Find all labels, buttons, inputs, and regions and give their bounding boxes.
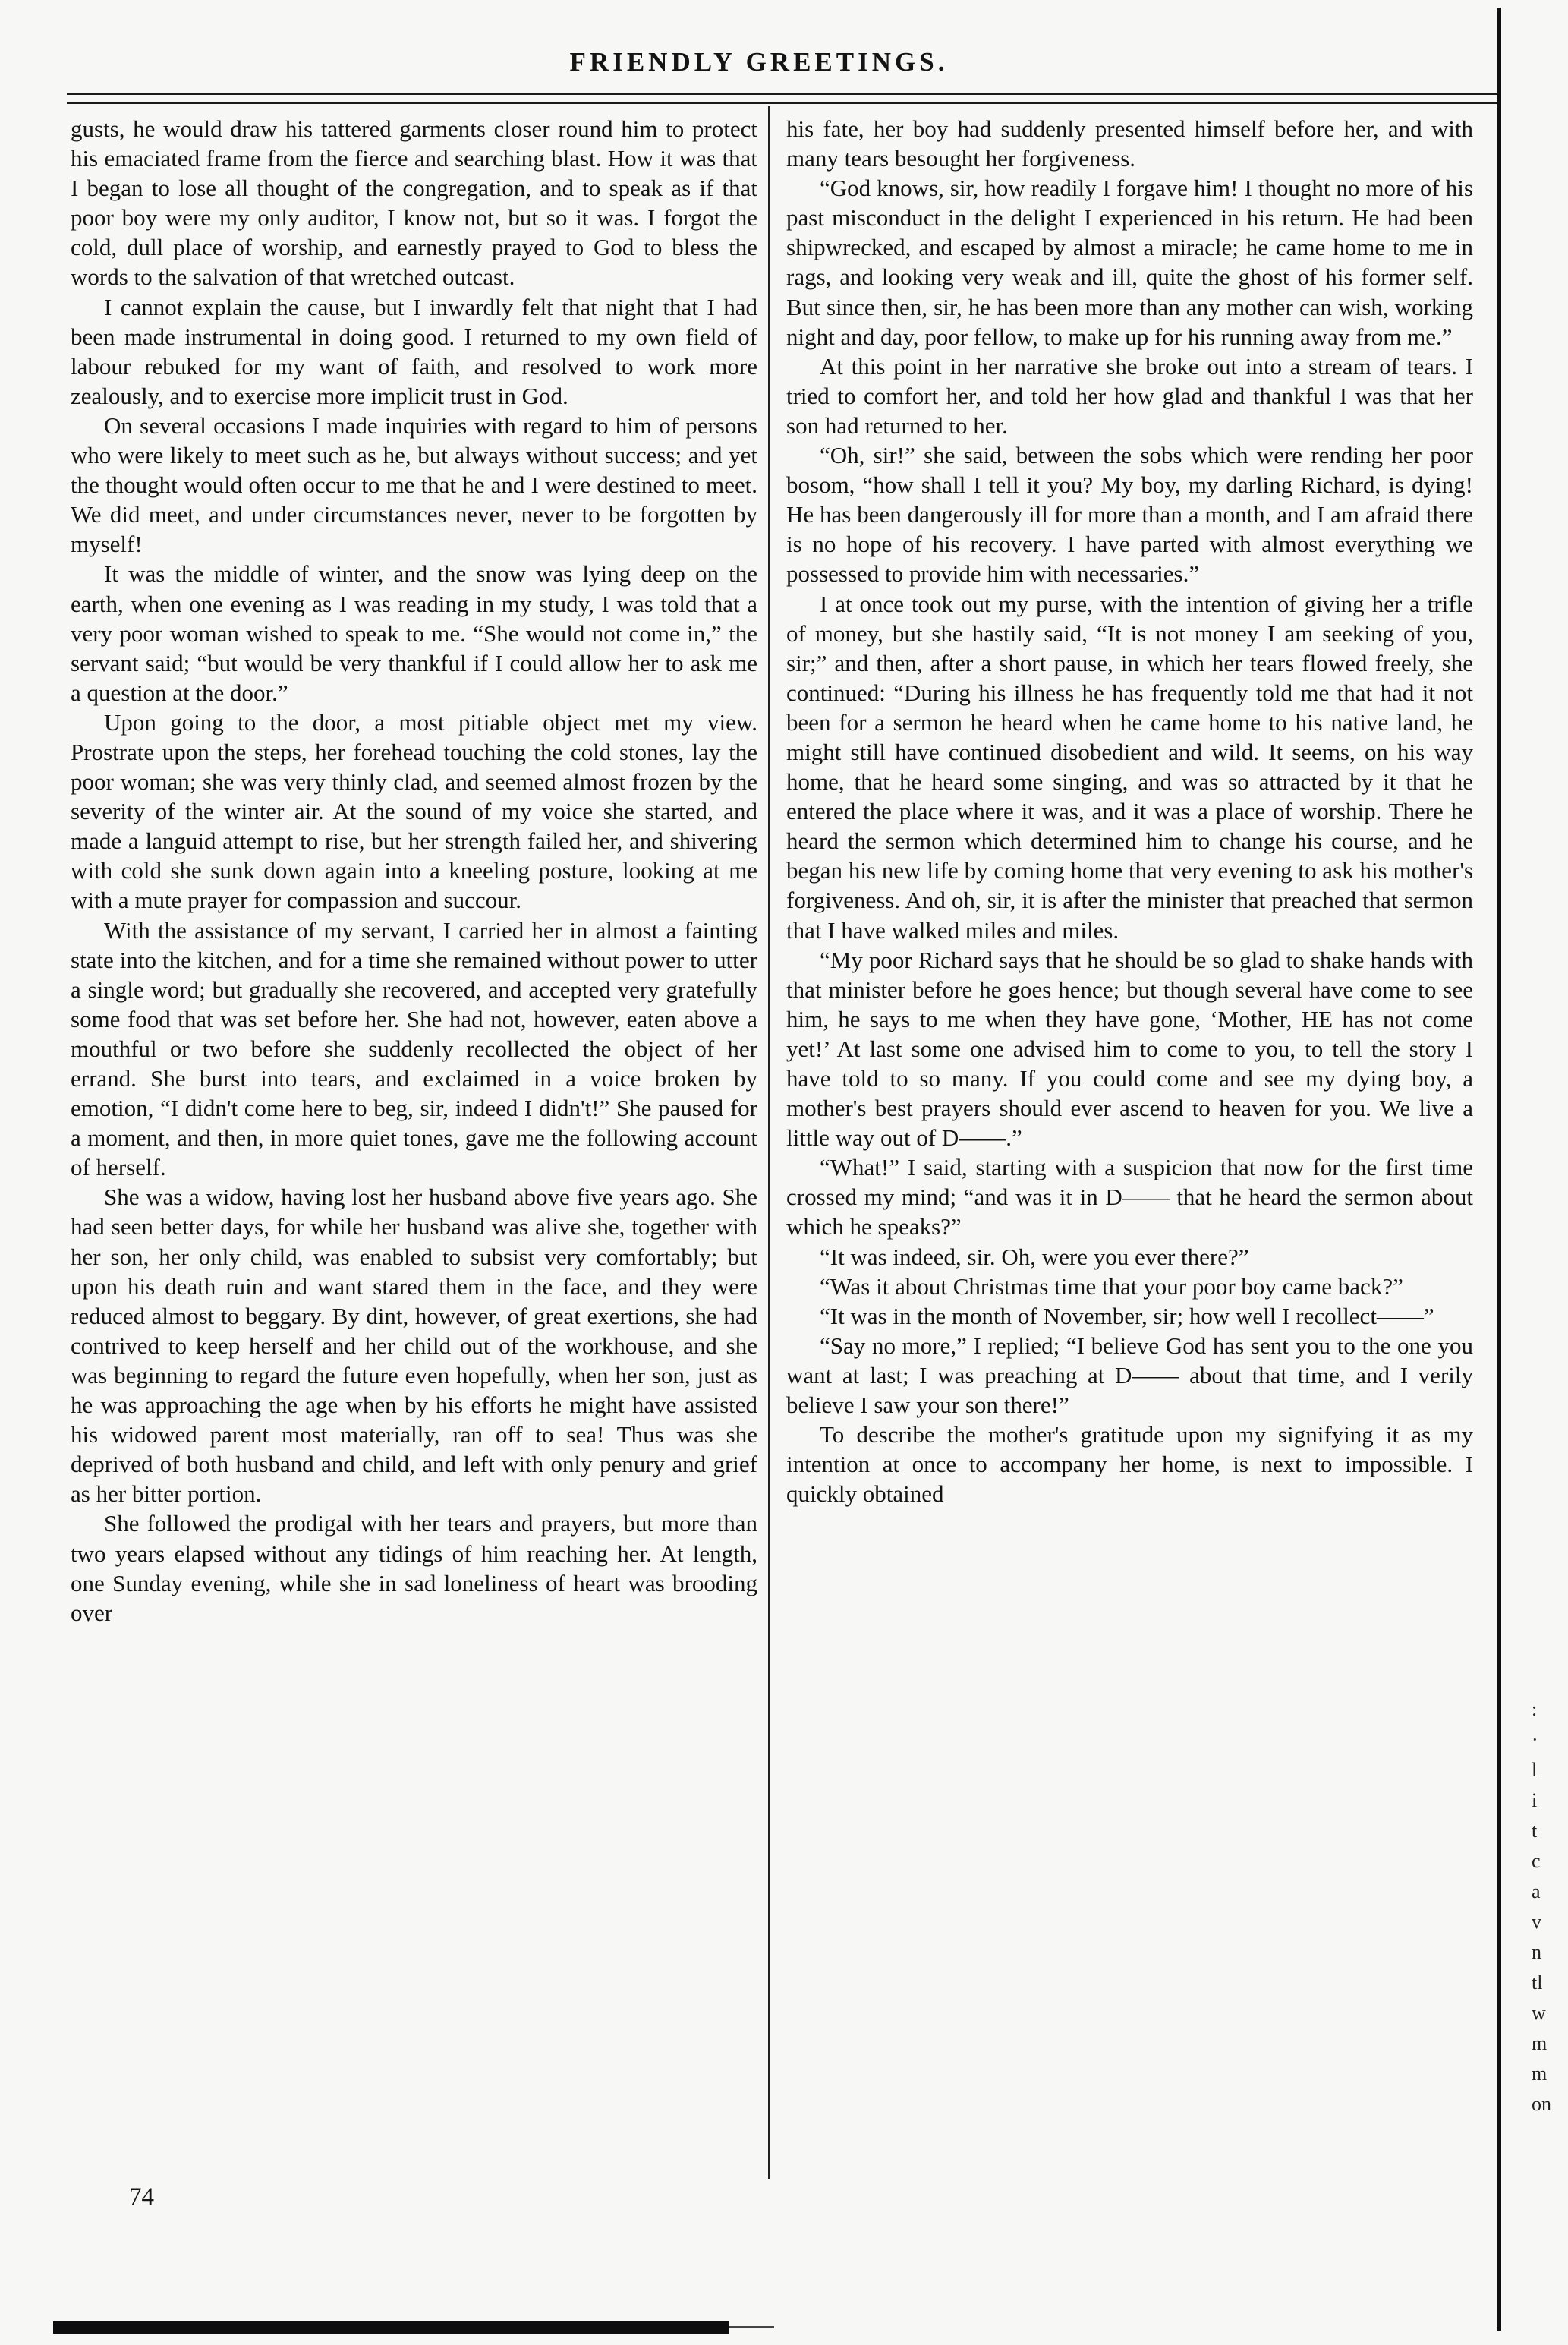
bottom-border-bar <box>53 2321 729 2334</box>
paragraph: It was the middle of winter, and the snow was lying deep on the earth, when one evening as I was reading in my study, I was told that a very poor woman wished to speak to me. “She would not come in,” the servant said; “but would be very thankful if I could allow her to ask me a question at the door.” <box>71 560 757 706</box>
running-header: FRIENDLY GREETINGS. <box>569 47 949 77</box>
right-column <box>786 114 1473 2179</box>
edge-glyph: m <box>1532 2032 1548 2054</box>
paragraph: “It was in the month of November, sir; how well I recollect——” <box>820 1302 1434 1329</box>
paragraph: “My poor Richard says that he should be so glad to shake hands with that minister before he goes hence; but though several have come to see him, he says to me when they have gone, ‘Mother, HE has not come yet!’ At last some one advised him to come to you, to tell the story I have told to so many. If you could come and see my dying boy, a mother's best prayers should ever ascend to heaven for you. We live a little way out of D——.” <box>786 946 1473 1152</box>
edge-glyph: · <box>1532 1729 1538 1751</box>
paragraph: his fate, her boy had suddenly presented himself before her, and with many tears besought her forgiveness. <box>786 115 1473 172</box>
paragraph: On several occasions I made inquiries with regard to him of persons who were likely to meet such as he, but always without success; and yet the thought would often occur to me that he and I were destined to meet. We did meet, and under circumstances never, never to be forgotten by myself! <box>71 411 757 558</box>
adjacent-page-fragment <box>1532 1694 1568 2120</box>
edge-glyph: l <box>1532 1759 1538 1781</box>
bottom-border-tail <box>729 2326 774 2328</box>
paragraph: I at once took out my purse, with the intention of giving her a trifle of money, but she hastily said, “It is not money I am seeking of you, sir;” and then, after a short pause, in which her tears flowed freely, she continued: “During his illness he has frequently told me that had it not been for a sermon he heard when he came home to his native land, he might still have continued disobedient and wild. It seems, on his way home, that he heard some singing, and was so attracted by it that he entered the place where it was, and it was a place of worship. There he heard the sermon which determined him to change his course, and he began his new life by coming home that very evening to ask his mother's forgiveness. And oh, sir, it is after the minister that preached that sermon that I have walked miles and miles. <box>786 590 1473 944</box>
edge-glyph: : <box>1532 1698 1538 1720</box>
column-divider <box>768 106 770 2179</box>
paragraph: To describe the mother's gratitude upon my signifying it as my intention at once to accompany her home, is next to impossible. I quickly obtained <box>786 1421 1473 1508</box>
paragraph: gusts, he would draw his tattered garments closer round him to protect his emaciated frame from the fierce and searching blast. How it was that I began to lose all thought of the congregation, and to speak as if that poor boy were my only auditor, I know not, but so it was. I forgot the cold, dull place of worship, and earnestly prayed to God to bless the words to the salvation of that wretched outcast. <box>71 115 757 291</box>
page-number: 74 <box>129 2183 154 2211</box>
edge-glyph: n <box>1532 1941 1541 1963</box>
paragraph: She followed the prodigal with her tears and prayers, but more than two years elapsed without any tidings of him reaching her. At length, one Sunday evening, while she in sad loneliness of heart was brooding over <box>71 1510 757 1626</box>
edge-glyph: v <box>1532 1911 1541 1933</box>
paragraph: At this point in her narrative she broke out into a stream of tears. I tried to comfort her, and told her how glad and thankful I was that her son had returned to her. <box>786 352 1473 439</box>
edge-glyph: a <box>1532 1880 1541 1902</box>
edge-glyph: w <box>1532 2002 1546 2024</box>
paragraph: Upon going to the door, a most pitiable object met my view. Prostrate upon the steps, her forehead touching the cold stones, lay the poor woman; she was very thinly clad, and seemed almost frozen by the severity of the winter air. At the sound of my voice she started, and made a languid attempt to rise, but her strength failed her, and shivering with cold she sunk down again into a kneeling posture, looking at me with a mute prayer for compassion and succour. <box>71 708 757 914</box>
paragraph: “What!” I said, starting with a suspicion that now for the first time crossed my mind; “and was it in D—— that he heard the sermon about which he speaks?” <box>786 1154 1473 1240</box>
header-rule-thick <box>67 93 1501 95</box>
edge-glyph: t <box>1532 1820 1538 1842</box>
paragraph: I cannot explain the cause, but I inwardly felt that night that I had been made instrumental in doing good. I returned to my own field of labour rebuked for my want of faith, and resolved to work more zealously, and to exercise more implicit trust in God. <box>71 293 757 409</box>
paragraph: “God knows, sir, how readily I forgave him! I thought no more of his past misconduct in the delight I experienced in his return. He had been shipwrecked, and escaped by almost a miracle; he came home to me in rags, and looking very weak and ill, quite the ghost of his former self. But since then, sir, he has been more than any mother can wish, working night and day, poor fellow, to make up for his running away from me.” <box>786 175 1473 350</box>
edge-glyph: m <box>1532 2063 1548 2085</box>
left-column <box>71 114 757 2179</box>
edge-glyph: c <box>1532 1850 1541 1872</box>
paragraph: “Was it about Christmas time that your poor boy came back?” <box>820 1272 1403 1300</box>
paragraph: With the assistance of my servant, I carried her in almost a fainting state into the kitchen, and for a time she remained without power to utter a single word; but gradually she recovered, and accepted very gratefully some food that was set before her. She had not, however, eaten above a mouthful or two before she suddenly recollected the object of her errand. She burst into tears, and exclaimed in a voice broken by emotion, “I didn't come here to beg, sir, indeed I didn't!” She paused for a moment, and then, in more quiet tones, gave me the following account of herself. <box>71 916 757 1181</box>
edge-glyph: on <box>1532 2093 1551 2115</box>
paragraph: She was a widow, having lost her husband above five years ago. She had seen better days, for while her husband was alive she, together with her son, her only child, was enabled to subsist very comfortably; but upon his death ruin and want stared them in the face, and they were reduced almost to beggary. By dint, however, of great exertions, she had contrived to keep herself and her child out of the workhouse, and she was beginning to regard the future even hopefully, when her son, just as he was approaching the age when by his efforts he might have assisted his widowed parent most materially, ran off to sea! Thus was she deprived of both husband and child, and left with only penury and grief as her bitter portion. <box>71 1184 757 1508</box>
edge-glyph: i <box>1532 1789 1538 1811</box>
paragraph: “It was indeed, sir. Oh, were you ever there?” <box>820 1243 1249 1270</box>
page-edge-line <box>1497 8 1501 2331</box>
paragraph: “Oh, sir!” she said, between the sobs which were rending her poor bosom, “how shall I tell it you? My boy, my darling Richard, is dying! He has been dangerously ill for more than a month, and I am afraid there is no hope of his recovery. I have parted with almost everything we possessed to provide him with necessaries.” <box>786 442 1473 588</box>
paragraph: “Say no more,” I replied; “I believe God has sent you to the one you want at last; I was preaching at D—— about that time, and I verily believe I saw your son there!” <box>786 1332 1473 1419</box>
header-rule-thin <box>67 102 1501 104</box>
edge-glyph: tl <box>1532 1972 1543 1994</box>
